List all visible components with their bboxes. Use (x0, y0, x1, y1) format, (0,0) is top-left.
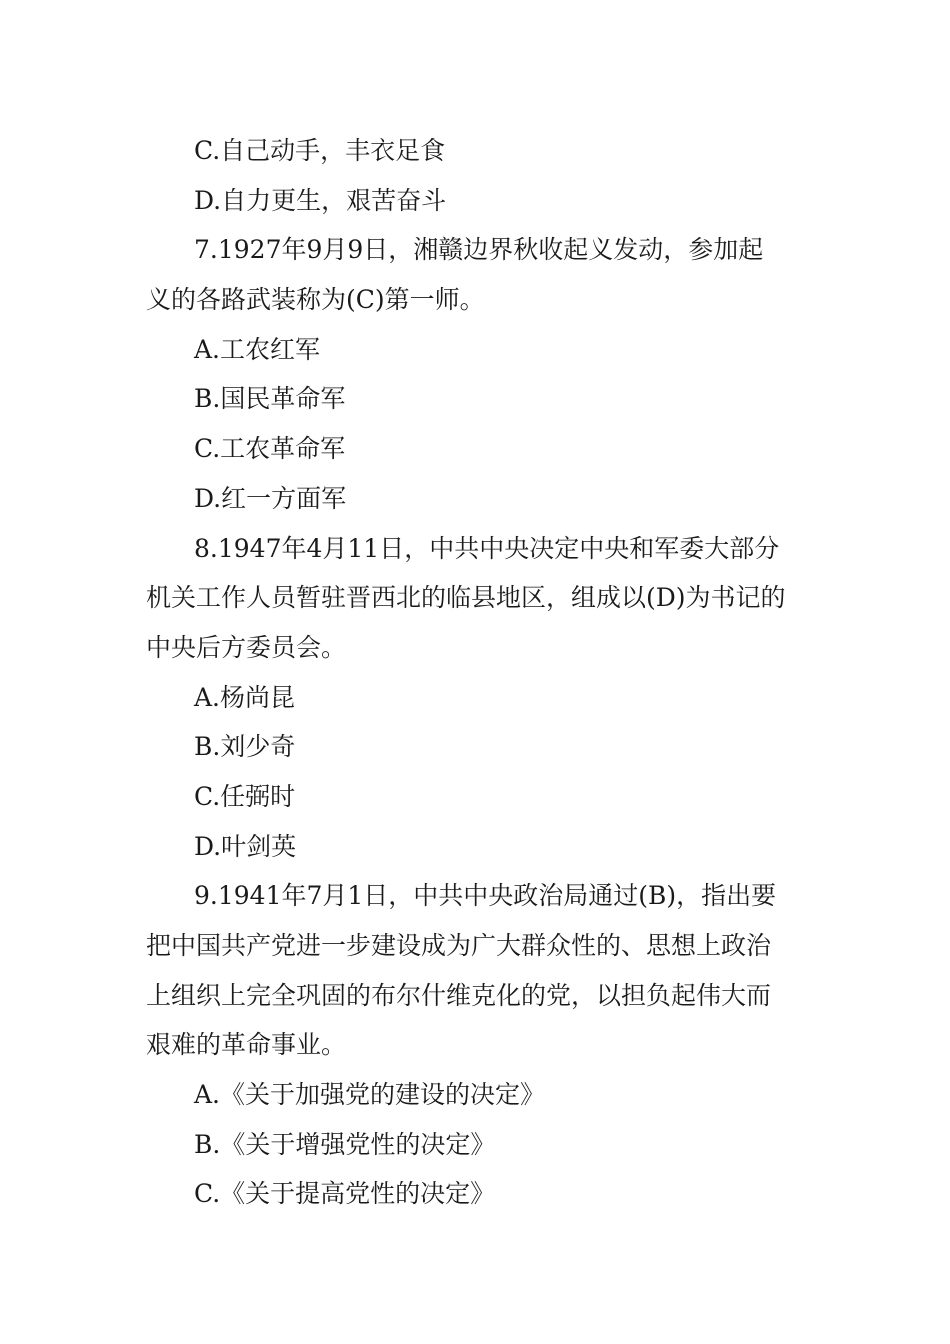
option-8a: A.杨尚昆 (194, 682, 296, 712)
question-7-line-2: 义的各路武装称为(C)第一师。 (146, 285, 485, 315)
option-9a: A.《关于加强党的建设的决定》 (194, 1080, 546, 1110)
document-body (146, 126, 806, 1219)
option-6d: D.自力更生，艰苦奋斗 (194, 185, 447, 215)
option-6c: C.自己动手，丰衣足食 (194, 136, 446, 165)
option-7c: C.工农革命军 (194, 434, 346, 464)
question-8-line-3: 中央后方委员会。 (146, 632, 347, 662)
question-9-line-1: 9.1941年7月1日，中共中央政治局通过(B)，指出要 (194, 881, 777, 911)
question-8-line-1: 8.1947年4月11日，中共中央决定中央和军委大部分 (194, 533, 780, 563)
option-8d: D.叶剑英 (194, 831, 297, 861)
option-9b: B.《关于增强党性的决定》 (194, 1129, 496, 1159)
option-7b: B.国民革命军 (194, 384, 346, 414)
option-8b: B.刘少奇 (194, 732, 296, 762)
option-8c: C.任弼时 (194, 781, 296, 811)
option-7a: A.工农红军 (194, 334, 321, 364)
option-7d: D.红一方面军 (194, 483, 347, 513)
question-9-line-4: 艰难的革命事业。 (146, 1030, 347, 1060)
question-9-line-2: 把中国共产党进一步建设成为广大群众性的、思想上政治 (146, 931, 772, 960)
option-9c: C.《关于提高党性的决定》 (194, 1179, 496, 1209)
question-9-line-3: 上组织上完全巩固的布尔什维克化的党，以担负起伟大而 (146, 980, 772, 1010)
question-7-line-1: 7.1927年9月9日，湘赣边界秋收起义发动，参加起 (194, 235, 764, 265)
question-8-line-2: 机关工作人员暂驻晋西北的临县地区，组成以(D)为书记的 (146, 583, 786, 613)
